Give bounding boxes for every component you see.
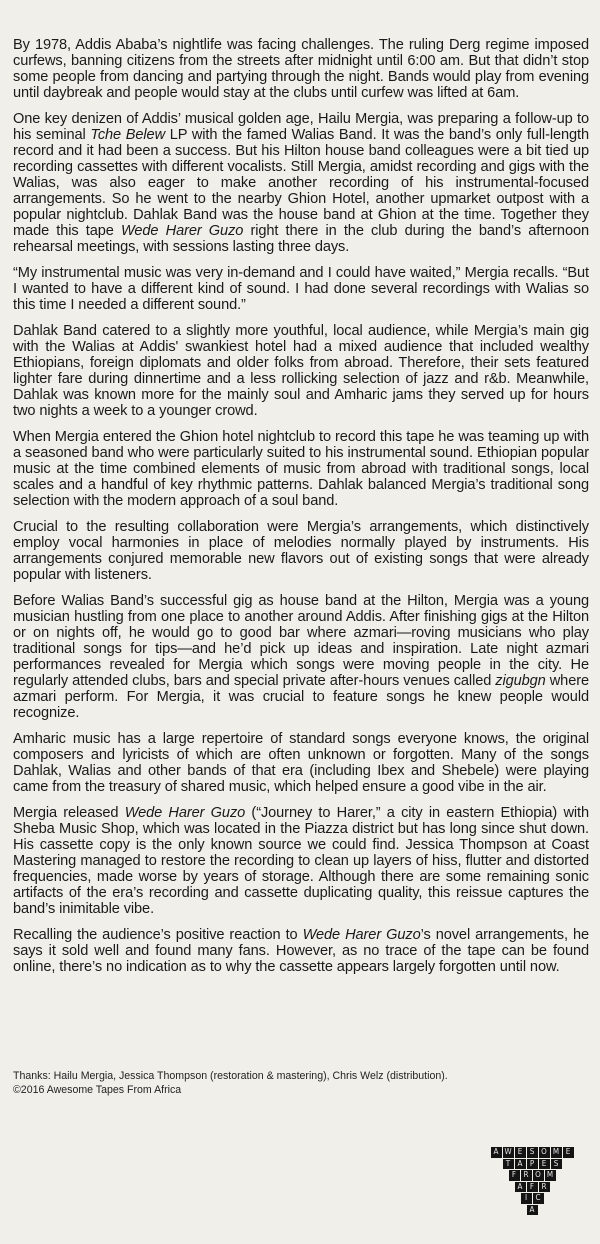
text-segment: Amharic music has a large repertoire of standard songs everyone knows, the original composers and lyricists of which are often unknown or forgotten. Many of the songs Dahlak, Walias and other bands of that era (including Ibex and Shebele) were playing came from the treasury of shared music, which helped ensure a good vibe in the air. <box>13 731 589 795</box>
text-segment: By 1978, Addis Ababa’s nightlife was facing challenges. The ruling Derg regime imposed curfews, banning citizens from the streets after midnight until 6:00 am. But that didn’t stop some people from dancing and partying through the night. Bands would play from evening until daybreak and people would stay at the clubs until curfew was lifted at 6am. <box>13 37 589 101</box>
text-segment: One key denizen of Addis’ musical golden age, Hailu Mergia, was preparing a follow-up to his seminal <box>13 111 589 143</box>
text-segment: When Mergia entered the Ghion hotel nightclub to record this tape he was teaming up with a seasoned band who were particularly suited to his instrumental sound. Ethiopian popular music at the time combined elements of music from abroad with traditional songs, local scales and a handful of key rhythmic patterns. Dahlak balanced Mergia’s traditional song selection with the modern approach of a soul band. <box>13 429 589 509</box>
paragraph <box>13 265 589 313</box>
paragraph <box>13 927 589 975</box>
logo-letter-tile: M <box>551 1147 562 1158</box>
logo-letter-tile: R <box>521 1170 532 1181</box>
text-segment: LP with the famed Walias Band. It was the band’s only full-length record and it had been a success. But his Hilton house band colleagues were a bit tied up recording cassettes with different vocalists. Still Mergia, amidst recording and gigs with the Walias, was also eager to make another recording of his instrumental-focused arrangements. So he went to the nearby Ghion Hotel, another upmarket outpost with a popular nightclub. Dahlak Band was the house band at Ghion at the time. Together they made this tape <box>13 127 589 239</box>
logo-letter-tile: E <box>515 1147 526 1158</box>
awesome-tapes-logo <box>487 1147 577 1216</box>
text-segment: where azmari perform. For Mergia, it was crucial to feature songs he knew people would recognize. <box>13 673 589 721</box>
paragraph <box>13 519 589 583</box>
text-segment: Mergia released <box>13 805 125 821</box>
paragraph <box>13 323 589 419</box>
logo-letter-tile: S <box>551 1159 562 1170</box>
paragraph <box>13 429 589 509</box>
text-segment: Dahlak Band catered to a slightly more youthful, local audience, while Mergia’s main gig with the Walias at Addis' swankiest hotel had a mixed audience that included wealthy Ethiopians, foreign diplomats and older folks from abroad. Therefore, their sets featured lighter fare during dinnertime and a less rollicking selection of jazz and r&b. Meanwhile, Dahlak was known more for the mainly soul and Amharic jams they served up for hours two nights a week to a younger crowd. <box>13 323 589 419</box>
logo-letter-tile: M <box>545 1170 556 1181</box>
logo-letter-tile: R <box>539 1182 550 1193</box>
paragraph <box>13 593 589 721</box>
italic-title: Wede Harer Guzo <box>302 927 421 943</box>
italic-title: Wede Harer Guzo <box>124 805 246 821</box>
logo-letter-tile: T <box>503 1159 514 1170</box>
text-segment: “My instrumental music was very in-demand and I could have waited,” Mergia recalls. “But I wanted to have a different kind of sound. I had done several recordings with Walias so this time I needed a different sound.” <box>13 265 589 313</box>
italic-title: zigubgn <box>495 673 546 689</box>
text-segment: Recalling the audience’s positive reaction to <box>13 927 303 943</box>
logo-letter-tile: E <box>563 1147 574 1158</box>
logo-letter-tile: O <box>533 1170 544 1181</box>
text-segment: right there in the club during the band’s afternoon rehearsal meetings, with sessions lasting three days. <box>13 223 589 255</box>
thanks-line: Thanks: Hailu Mergia, Jessica Thompson (restoration & mastering), Chris Welz (distribution). <box>13 1070 448 1082</box>
logo-letter-tile: E <box>539 1159 550 1170</box>
credits <box>13 1069 593 1097</box>
logo-letter-tile: I <box>521 1193 532 1204</box>
text-segment: Crucial to the resulting collaboration were Mergia’s arrangements, which distinctively employ vocal harmonies in place of melodies normally played by instruments. His arrangements conjured memorable new flavors out of existing songs that were already popular with listeners. <box>13 519 589 583</box>
logo-letter-tile: F <box>509 1170 520 1181</box>
logo-letter-tile: O <box>539 1147 550 1158</box>
logo-letter-tile: A <box>491 1147 502 1158</box>
text-segment: Before Walias Band’s successful gig as house band at the Hilton, Mergia was a young musician hustling from one place to another around Addis. After finishing gigs at the Hilton or on nights off, he would go to good bar where azmari—roving musicians who play traditional songs for tips—and he’d pick up ideas and inspiration. Late night azmari performances revealed for Mergia which songs were moving people in the city. He regularly attended clubs, bars and special private after-hours venues called <box>13 593 589 689</box>
text-segment: ’s novel arrangements, he says it sold well and found many fans. However, as no trace of the tape can be found online, there’s no indication as to why the cassette appears largely forgotten until now. <box>13 927 589 975</box>
logo-letter-tile: S <box>527 1147 538 1158</box>
logo-letter-tile: P <box>527 1159 538 1170</box>
logo-letter-tile: C <box>533 1193 544 1204</box>
logo-row <box>487 1182 577 1193</box>
logo-row <box>487 1170 577 1181</box>
logo-letter-tile: A <box>515 1159 526 1170</box>
logo-row <box>487 1159 577 1170</box>
italic-title: Wede Harer Guzo <box>120 223 244 239</box>
paragraph <box>13 111 589 255</box>
logo-row <box>487 1193 577 1204</box>
logo-row <box>487 1205 577 1216</box>
liner-notes <box>13 37 589 985</box>
logo-letter-tile: A <box>527 1205 538 1216</box>
logo-letter-tile: A <box>515 1182 526 1193</box>
logo-letter-tile: W <box>504 1147 512 1156</box>
paragraph <box>13 37 589 101</box>
paragraph <box>13 731 589 795</box>
logo-row <box>487 1147 577 1158</box>
logo-letter-tile: F <box>527 1182 538 1193</box>
copyright-line: ©2016 Awesome Tapes From Africa <box>13 1084 182 1096</box>
paragraph <box>13 805 589 917</box>
italic-title: Tche Belew <box>90 127 166 143</box>
text-segment: (“Journey to Harer,” a city in eastern Ethiopia) with Sheba Music Shop, which was located in the Piazza district but has long since shut down. His cassette copy is the only known source we could find. Jessica Thompson at Coast Mastering managed to restore the recording to clean up layers of hiss, flutter and distorted frequencies, made worse by years of storage. Although there are some remaining sonic artifacts of the era’s recording and cassette duplicating quality, this reissue captures the band’s inimitable vibe. <box>13 805 589 917</box>
